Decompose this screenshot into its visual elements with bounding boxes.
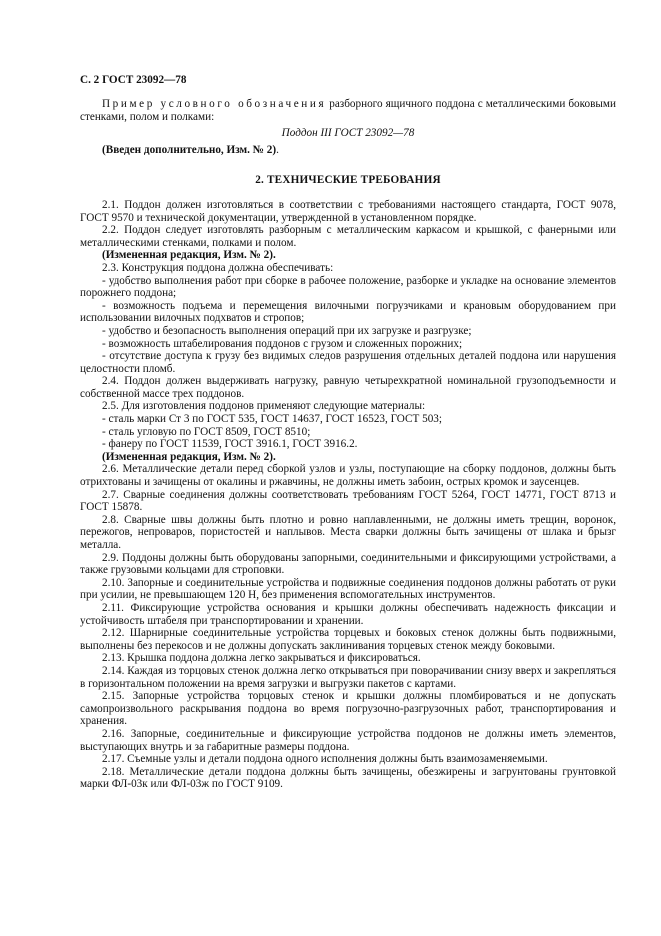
- clause-2-11: 2.11. Фиксирующие устройства основания и крышки должны обеспечивать надежность фиксации и устойчивость штабеля при транспортировании и хранении.: [80, 601, 616, 627]
- clause-2-12: 2.12. Шарнирные соединительные устройства торцевых и боковых стенок должны быть подвижными, выполнены без перекосов и не должны допускать заклинивания торцевых стенок между боковыми.: [80, 627, 616, 652]
- clause-2-17: 2.17. Съемные узлы и детали поддона одного исполнения должны быть взаимозаменяемыми.: [102, 753, 548, 766]
- clause-2-3-item: - удобство выполнения работ при сборке в рабочее положение, разборке и укладке на основание элементов порожнего поддона;: [80, 274, 616, 300]
- clause-2-1: 2.1. Поддон должен изготовляться в соответствии с требованиями настоящего стандарта, ГОСТ 9078, ГОСТ 9570 и технической документации, утвержденной в установленном порядке.: [80, 198, 616, 224]
- clause-2-5: 2.5. Для изготовления поддонов применяют следующие материалы:: [102, 400, 426, 413]
- page-header: С. 2 ГОСТ 23092—78: [80, 74, 187, 86]
- clause-2-18: 2.18. Металлические детали поддона должны быть зачищены, обезжирены и загрунтованы грунтовкой марки ФЛ-03к или ФЛ-03ж по ГОСТ 9109.: [80, 765, 616, 791]
- clause-2-2: 2.2. Поддон следует изготовлять разборным с металлическим каркасом и крышкой, с фанерными или металлическими стенками, полками и полом.: [80, 224, 616, 249]
- clause-2-4: 2.4. Поддон должен выдерживать нагрузку, равную четырехкратной номинальной грузоподъемности и собственной массе трех поддонов.: [80, 375, 616, 400]
- clause-2-16: 2.16. Запорные, соединительные и фиксирующие устройства поддонов не должны иметь элементов, выступающих внутрь и за габаритные размеры поддона.: [80, 727, 616, 753]
- amendment-note-intro: [80, 144, 616, 157]
- designation-code: Поддон III ГОСТ 23092—78: [281, 127, 415, 140]
- amendment-note-tail: .: [276, 143, 279, 156]
- clause-2-3-item: - возможность подъема и перемещения вилочными погрузчиками и крановым оборудованием при использовании вилочных подхватов и стропов;: [80, 299, 616, 325]
- amendment-note-text: (Введен дополнительно, Изм. № 2): [102, 143, 277, 156]
- clause-2-3: 2.3. Конструкция поддона должна обеспечивать:: [102, 261, 334, 274]
- clause-2-14: 2.14. Каждая из торцовых стенок должна легко открываться при поворачивании снизу вверх и закрепляться в горизонтальном положении на время загрузки и выгрузки пакетов с картами.: [80, 664, 616, 690]
- clause-2-15: 2.15. Запорные устройства торцовых стенок и крышки должны пломбироваться и не допускать самопроизвольного раскрывания поддона во время погрузочно-разгрузочных работ, транспортирования и хранения.: [80, 690, 616, 728]
- clause-2-2-note: (Измененная редакция, Изм. № 2).: [102, 249, 276, 262]
- document-body: [80, 98, 616, 791]
- clause-2-3-item: - удобство и безопасность выполнения операций при их загрузке и разгрузке;: [102, 324, 472, 337]
- designation-example: [80, 98, 616, 123]
- example-lead: Пример условного обозначения: [102, 98, 327, 110]
- clause-2-9: 2.9. Поддоны должны быть оборудованы запорными, соединительными и фиксирующими устройствами, а также грузовыми кольцами для строповки.: [80, 551, 616, 577]
- clause-2-7: 2.7. Сварные соединения должны соответствовать требованиям ГОСТ 5264, ГОСТ 14771, ГОСТ 8713 и ГОСТ 15878.: [80, 488, 616, 514]
- clause-2-5-item: - фанеру по ГОСТ 11539, ГОСТ 3916.1, ГОСТ 3916.2.: [102, 438, 358, 451]
- clause-2-3-item: - отсутствие доступа к грузу без видимых следов разрушения отдельных деталей поддона или нарушения целостности пломб.: [80, 350, 616, 375]
- section-title: 2. ТЕХНИЧЕСКИЕ ТРЕБОВАНИЯ: [255, 174, 441, 187]
- example-text: разборного ящичного поддона с металлическими боковыми стенками, полом и полками:: [80, 98, 616, 123]
- clause-2-5-note: (Измененная редакция, Изм. № 2).: [102, 450, 276, 463]
- clause-2-13: 2.13. Крышка поддона должна легко закрываться и фиксироваться.: [102, 652, 421, 665]
- clause-2-5-item: - сталь угловую по ГОСТ 8509, ГОСТ 8510;: [102, 425, 311, 438]
- clause-2-8: 2.8. Сварные швы должны быть плотно и ровно наплавленными, не должны иметь трещин, воронок, пережогов, непроваров, пористостей и наплывов. Места сварки должны быть зачищены от шлака и брызг металла.: [80, 513, 616, 551]
- clause-2-3-item: - возможность штабелирования поддонов с грузом и сложенных порожних;: [102, 337, 463, 350]
- clause-2-6: 2.6. Металлические детали перед сборкой узлов и узлы, поступающие на сборку поддонов, должны быть отрихтованы и зачищены от окалины и ржавчины, не должны иметь забоин, острых кромок и заусенцев.: [80, 463, 616, 489]
- clause-2-10: 2.10. Запорные и соединительные устройства и подвижные соединения поддонов должны работать от руки при усилии, не превышающем 120 Н, без применения вспомогательных инструментов.: [80, 576, 616, 602]
- clause-2-5-item: - сталь марки Ст 3 по ГОСТ 535, ГОСТ 14637, ГОСТ 16523, ГОСТ 503;: [102, 413, 442, 426]
